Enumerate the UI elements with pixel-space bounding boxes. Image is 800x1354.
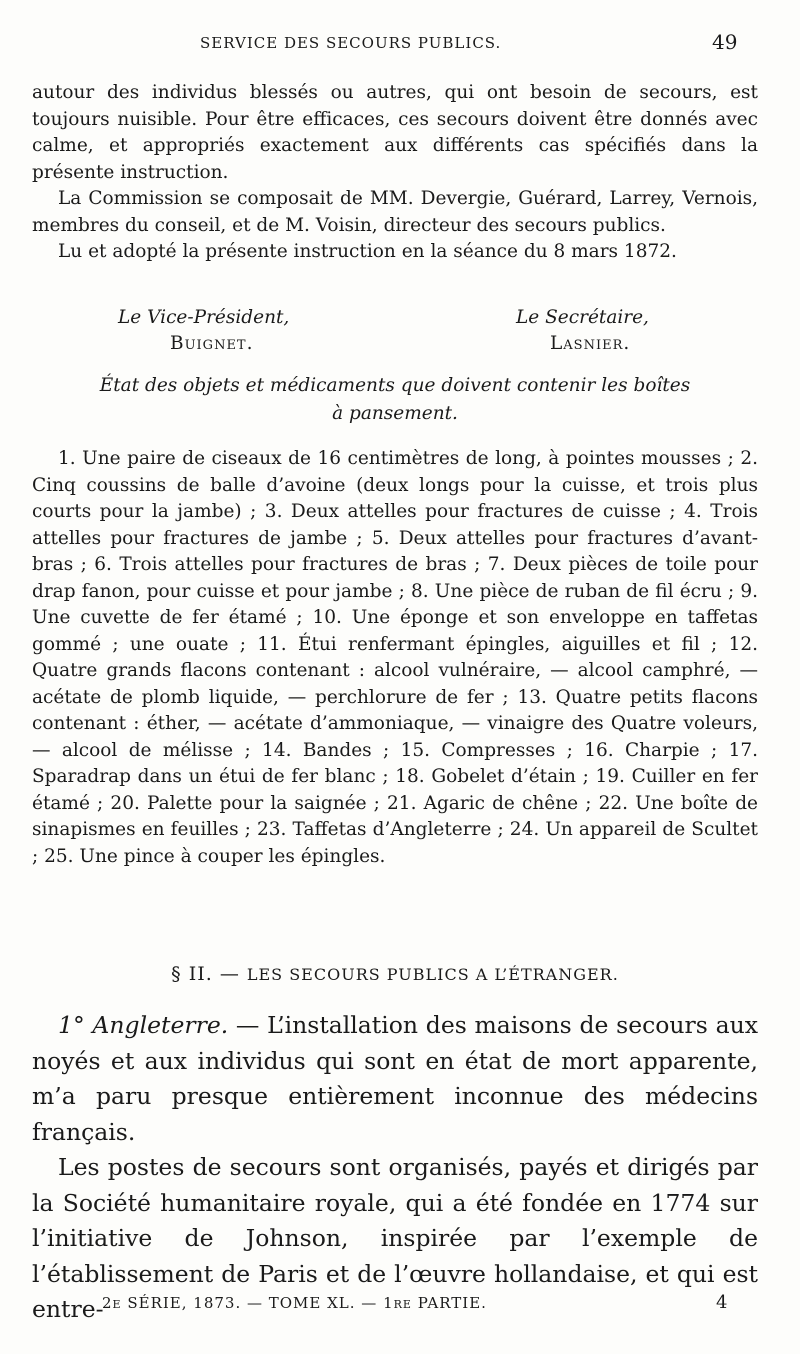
vice-president-name: Buignet. <box>170 333 254 354</box>
section-number: § II. <box>171 963 213 985</box>
inventory-heading-line-1: État des objets et médicaments que doivent contenir les boîtes <box>99 375 691 396</box>
inventory-list: 1. Une paire de ciseaux de 16 centimètres de long, à pointes mousses ; 2. Cinq coussins de balle d’avoine (deux longs pour la cuisse, et trois plus courts pour la jambe) ; 3. Deux attelles pour fractures de cuisse ; 4. Trois attelles pour fractures de jambe ; 5. Deux attelles pour fractures d’avant-bras ; 6. Trois attelles pour fractures de bras ; 7. Deux pièces de toile pour drap fanon, pour cuisse et pour jambe ; 8. Une pièce de ruban de fil écru ; 9. Une cuvette de fer étamé ; 10. Une éponge et son enveloppe en taffetas gommé ; une ouate ; 11. Étui renfermant épingles, aiguilles et fil ; 12. Quatre grands flacons contenant : alcool vulnéraire, — alcool camphré, — acétate de plomb liquide, — perchlorure de fer ; 13. Quatre petits flacons contenant : éther, — acétate d’ammoniaque, — vinaigre des Quatre voleurs, — alcool de mélisse ; 14. Bandes ; 15. Compresses ; 16. Charpie ; 17. Sparadrap dans un étui de fer blanc ; 18. Gobelet d’étain ; 19. Cuiller en fer étamé ; 20. Palette pour la saignée ; 21. Agaric de chêne ; 22. Une boîte de sinapismes en feuilles ; 23. Taffetas d’Angleterre ; 24. Un appareil de Scultet ; 25. Une pince à couper les épingles. <box>32 448 758 867</box>
england-paragraph-1-text: — L’installation des maisons de secours aux noyés et aux individus qui sont en état de mort apparente, m’a paru presque entièrement inconnue des médecins français. <box>32 1011 758 1146</box>
footer-signature-mark: 4 <box>716 1292 728 1313</box>
england-label: 1° Angleterre. <box>58 1011 229 1039</box>
england-paragraph-1 <box>32 1008 758 1150</box>
secretary-title: Le Secrétaire, <box>516 307 649 328</box>
intro-paragraph-1: autour des individus blessés ou autres, qui ont besoin de secours, est toujours nuisible. Pour être efficaces, ces secours doivent être donnés avec calme, et appropriés exactement aux différents cas spécifiés dans la présente instruction. <box>32 82 758 183</box>
secretary-name: Lasnier. <box>550 333 631 354</box>
england-text <box>32 1008 758 1328</box>
intro-paragraph-3: Lu et adopté la présente instruction en la séance du 8 mars 1872. <box>58 241 677 262</box>
section-title: LES SECOURS PUBLICS A L’ÉTRANGER. <box>246 965 619 984</box>
running-title: SERVICE DES SECOURS PUBLICS. <box>200 34 502 52</box>
page-number: 49 <box>712 30 738 54</box>
section-dash: — <box>219 963 240 985</box>
intro-paragraph-2: La Commission se composait de MM. Devergie, Guérard, Larrey, Vernois, membres du conseil, et de M. Voisin, directeur des secours publics. <box>32 188 758 236</box>
inventory-heading-line-2: à pansement. <box>332 403 458 424</box>
footer-series: 2e SÉRIE, 1873. — TOME XL. — 1re PARTIE. <box>102 1294 487 1312</box>
vice-president-title: Le Vice-Président, <box>118 307 290 328</box>
england-paragraph-2: Les postes de secours sont organisés, payés et dirigés par la Société humanitaire royale, qui a été fondée en 1774 sur l’initiative de Johnson, inspirée par l’exemple de l’établissement de Paris et de l’œuvre hollandaise, et qui est entre- <box>32 1153 758 1323</box>
intro-text <box>32 80 758 266</box>
section-heading <box>32 963 758 985</box>
